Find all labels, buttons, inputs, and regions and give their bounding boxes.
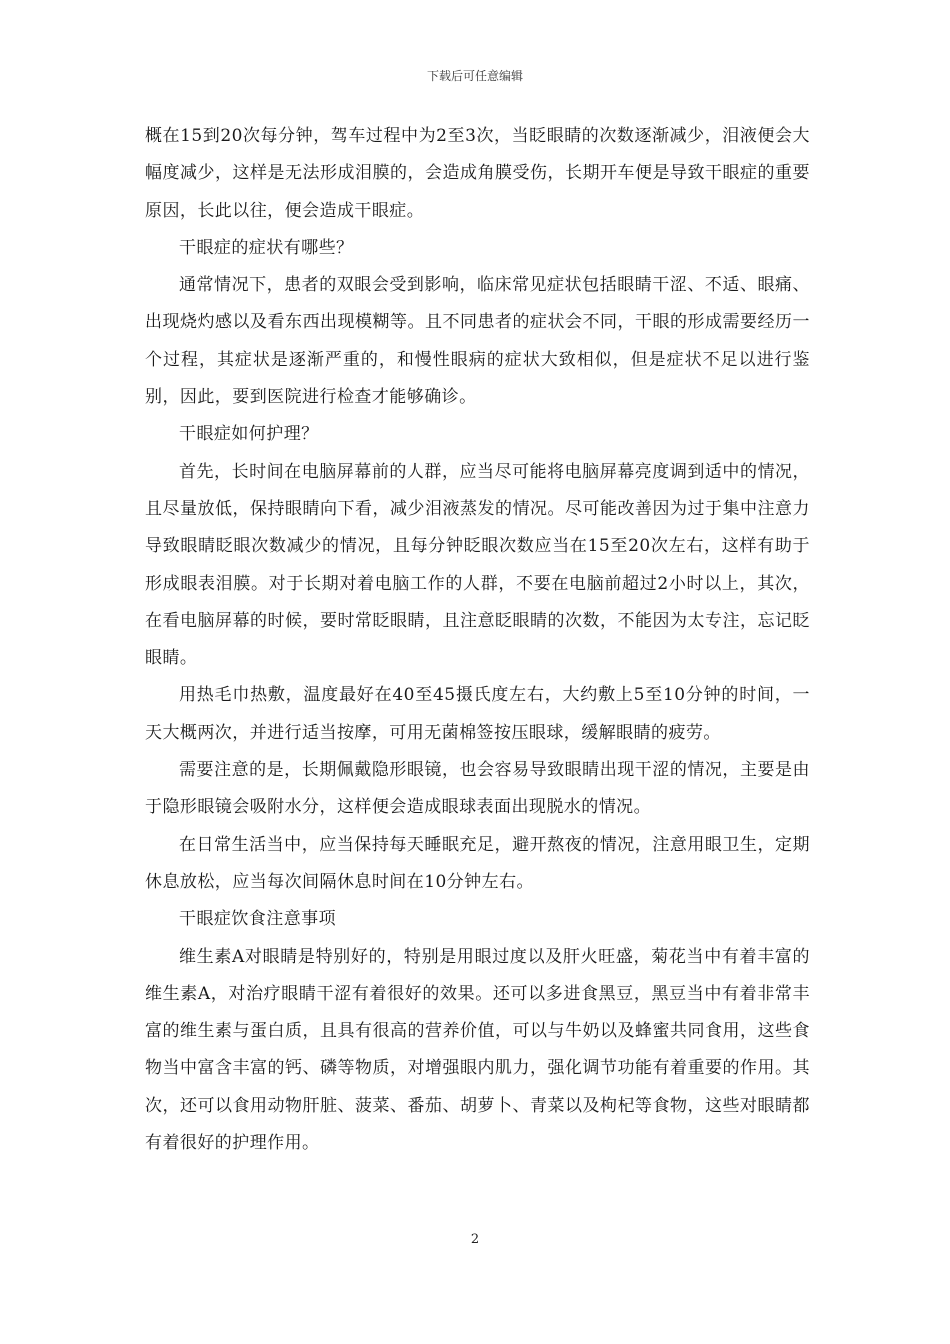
paragraph-daily-habits: 在日常生活当中，应当保持每天睡眠充足，避开熬夜的情况，注意用眼卫生，定期休息放松，应当每次间隔休息时间在10分钟左右。 [145, 834, 810, 892]
paragraph-screen-care: 首先，长时间在电脑屏幕前的人群，应当尽可能将电脑屏幕亮度调到适中的情况，且尽量放低，保持眼睛向下看，减少泪液蒸发的情况。尽可能改善因为过于集中注意力导致眼睛眨眼次数减少的情况，且每分钟眨眼次数应当在15至20次左右，这样有助于形成眼表泪膜。对于长期对着电脑工作的人群，不要在电脑前超过2小时以上，其次，在看电脑屏幕的时候，要时常眨眼睛，且注意眨眼睛的次数，不能因为太专注，忘记眨眼睛。 [145, 461, 810, 669]
document-body [145, 118, 810, 1162]
paragraph-hot-compress: 用热毛巾热敷，温度最好在40至45摄氏度左右，大约敷上5至10分钟的时间，一天大概两次，并进行适当按摩，可用无菌棉签按压眼球，缓解眼睛的疲劳。 [145, 685, 810, 743]
heading-care: 干眼症如何护理？ [179, 424, 319, 445]
heading-symptoms: 干眼症的症状有哪些？ [179, 237, 354, 258]
paragraph-symptoms: 通常情况下，患者的双眼会受到影响，临床常见症状包括眼睛干涩、不适、眼痛、出现烧灼感以及看东西出现模糊等。且不同患者的症状会不同，干眼的形成需要经历一个过程，其症状是逐渐严重的，和慢性眼病的症状大致相似，但是症状不足以进行鉴别，因此，要到医院进行检查才能够确诊。 [145, 275, 810, 408]
paragraph-contact-lenses: 需要注意的是，长期佩戴隐形眼镜，也会容易导致眼睛出现干涩的情况，主要是由于隐形眼镜会吸附水分，这样便会造成眼球表面出现脱水的情况。 [145, 760, 810, 818]
page-number: 2 [470, 1232, 480, 1247]
paragraph-diet: 维生素A对眼睛是特别好的，特别是用眼过度以及肝火旺盛，菊花当中有着丰富的维生素A，对治疗眼睛干涩有着很好的效果。还可以多进食黑豆，黑豆当中有着非常丰富的维生素与蛋白质，且具有很高的营养价值，可以与牛奶以及蜂蜜共同食用，这些食物当中富含丰富的钙、磷等物质，对增强眼内肌力，强化调节功能有着重要的作用。其次，还可以食用动物肝脏、菠菜、番茄、胡萝卜、青菜以及枸杞等食物，这些对眼睛都有着很好的护理作用。 [145, 946, 810, 1154]
paragraph-driving-blink-rate: 概在15到20次每分钟，驾车过程中为2至3次，当眨眼睛的次数逐渐减少，泪液便会大幅度减少，这样是无法形成泪膜的，会造成角膜受伤，长期开车便是导致干眼症的重要原因，长此以往，便会造成干眼症。 [145, 126, 810, 221]
page-header: 下载后可任意编辑 [426, 69, 523, 83]
heading-diet: 干眼症饮食注意事项 [179, 909, 337, 930]
